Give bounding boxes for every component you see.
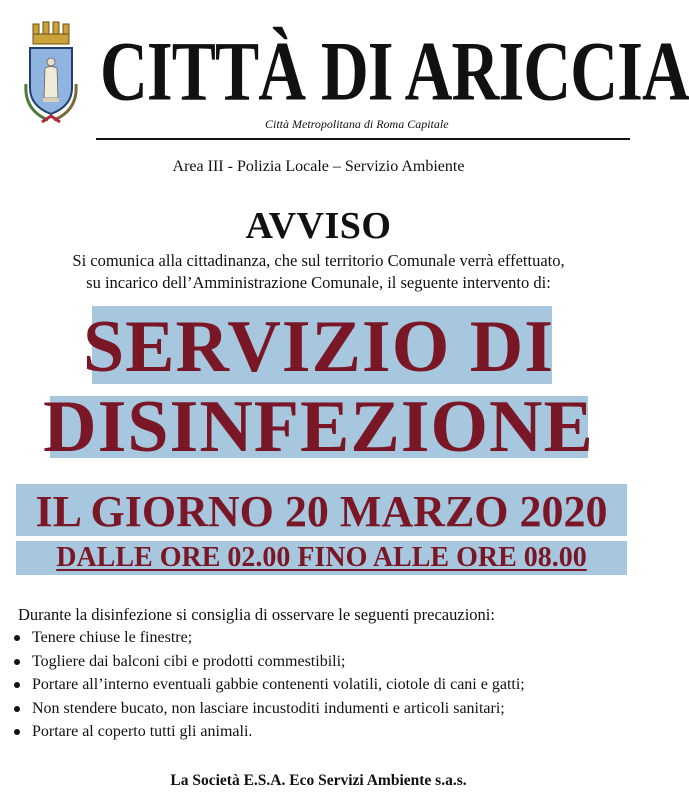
header-divider <box>96 138 630 140</box>
list-item: Portare al coperto tutti gli animali. <box>10 720 525 744</box>
precautions-intro: Durante la disinfezione si consiglia di osservare le seguenti precauzioni: <box>18 605 495 624</box>
footer-signature: La Società E.S.A. Eco Servizi Ambiente s.a.s. <box>170 772 467 789</box>
city-name-heading <box>100 16 689 126</box>
intro-line-1: Si comunica alla cittadinanza, che sul territorio Comunale verrà effettuato, <box>72 251 565 270</box>
list-item: Tenere chiuse le finestre; <box>10 626 525 650</box>
intro-text <box>0 250 637 294</box>
bullet-icon <box>14 635 20 641</box>
list-item: Portare all’interno eventuali gabbie contenenti volatili, ciotole di cani e gatti; <box>10 673 525 697</box>
intro-line-2: su incarico dell’Amministrazione Comunale, il seguente intervento di: <box>86 273 551 292</box>
city-crest-logo <box>16 18 86 130</box>
bullet-icon <box>14 706 20 712</box>
bullet-icon <box>14 729 20 735</box>
time-heading: DALLE ORE 02.00 FINO ALLE ORE 08.00 <box>56 542 587 573</box>
list-item: Non stendere bucato, non lasciare incustoditi indumenti e articoli sanitari; <box>10 697 525 721</box>
department-line: Area III - Polizia Locale – Servizio Ambiente <box>172 158 465 175</box>
service-heading-line-1: SERVIZIO DI <box>82 306 555 388</box>
list-item: Togliere dai balconi cibi e prodotti commestibili; <box>10 650 525 674</box>
bullet-icon <box>14 682 20 688</box>
city-subtitle: Città Metropolitana di Roma Capitale <box>265 117 449 131</box>
notice-title: AVVISO <box>245 205 392 247</box>
service-heading-line-2: DISINFEZIONE <box>43 386 594 468</box>
precautions-list <box>10 626 525 744</box>
bullet-icon <box>14 659 20 665</box>
date-heading: IL GIORNO 20 MARZO 2020 <box>35 487 608 536</box>
city-name-text: CITTÀ DI ARICCIA <box>100 23 689 119</box>
